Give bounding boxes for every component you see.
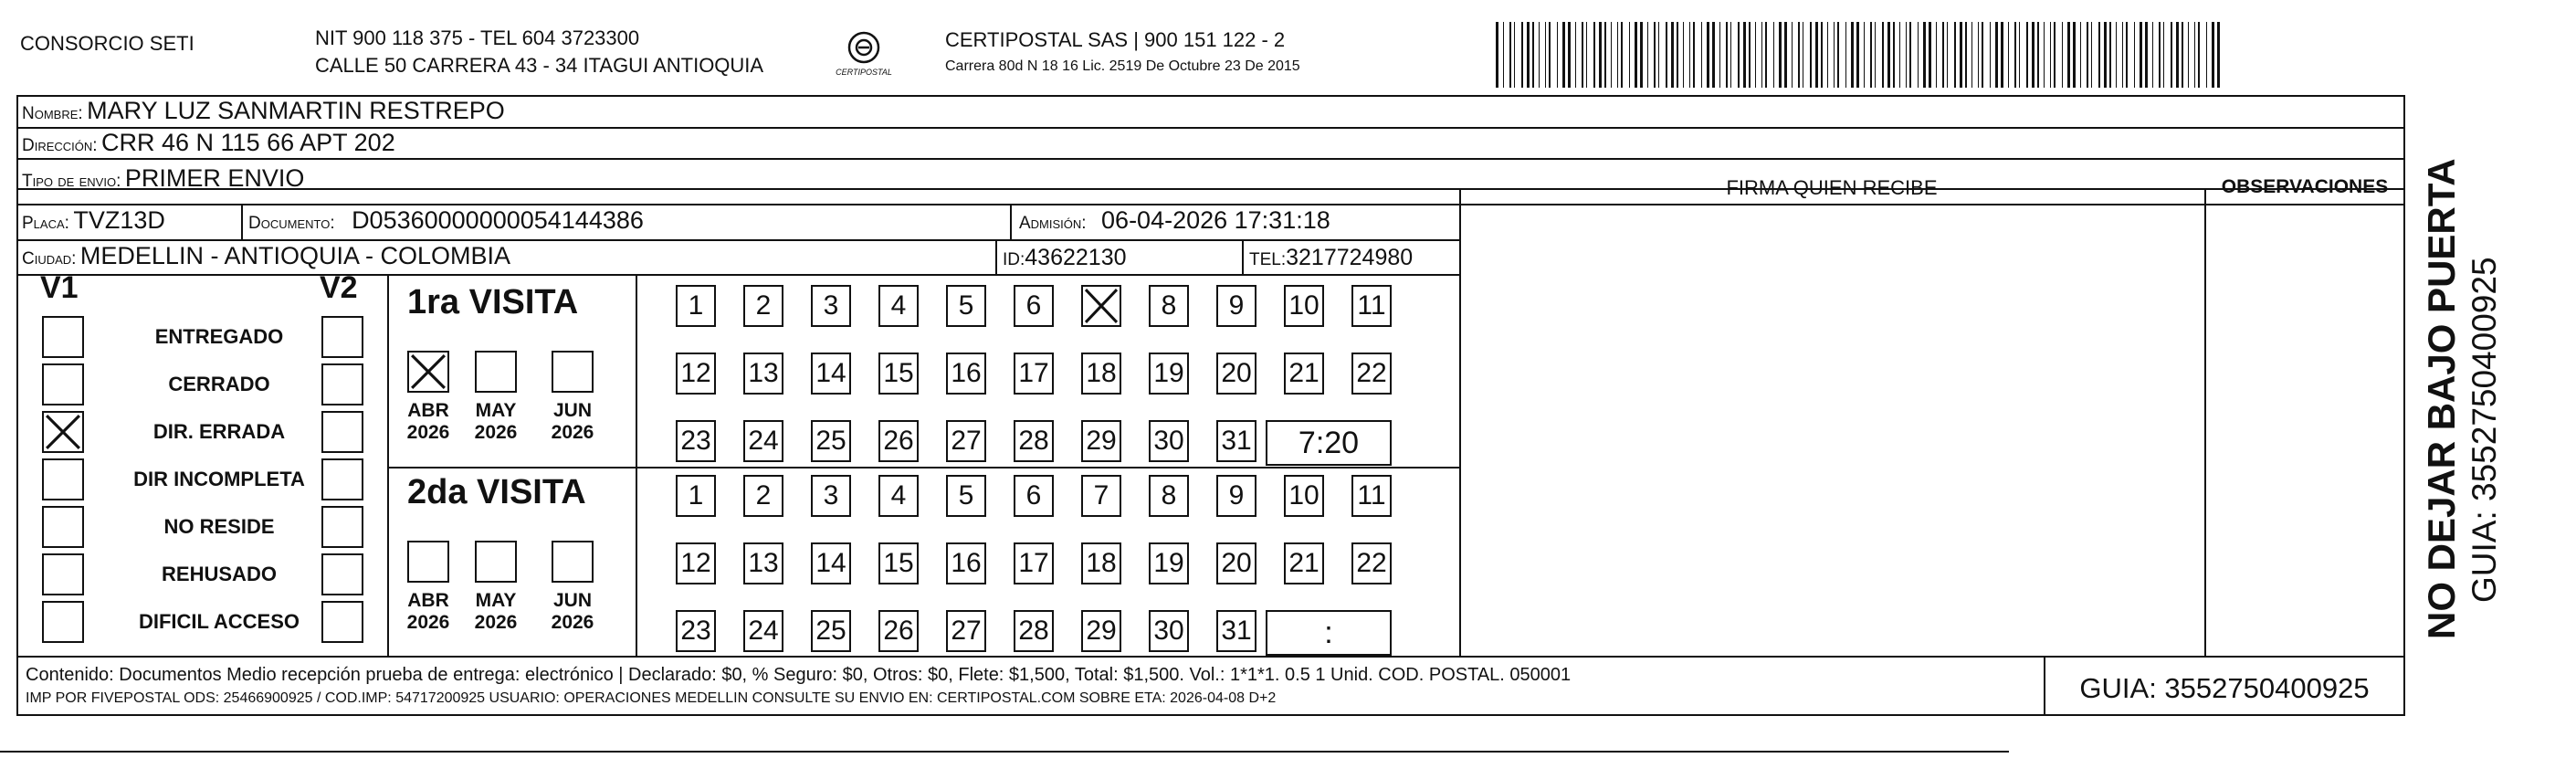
v1-checkbox[interactable] [42, 363, 84, 405]
tipo-label: Tipo de envio: [22, 172, 121, 191]
day-box[interactable]: 11 [1351, 285, 1392, 327]
v2-label: V2 [320, 270, 358, 305]
time-box[interactable]: 7:20 [1266, 420, 1392, 466]
nombre-label: Nombre: [22, 104, 83, 123]
day-box[interactable]: 11 [1351, 475, 1392, 517]
month-checkbox[interactable] [407, 351, 449, 393]
day-box[interactable]: 3 [811, 285, 851, 327]
status-label: ENTREGADO [154, 325, 284, 348]
day-box[interactable]: 23 [676, 420, 716, 462]
time-box[interactable]: : [1266, 610, 1392, 656]
firma-header: FIRMA QUIEN RECIBE [1726, 176, 1938, 199]
day-box[interactable]: 3 [811, 475, 851, 517]
day-box[interactable]: 19 [1149, 542, 1189, 584]
day-box[interactable]: 29 [1081, 420, 1121, 462]
side-guia: GUIA: 3552750400925 [2466, 257, 2503, 603]
day-box[interactable]: 21 [1284, 353, 1324, 395]
placa-label: Placa: [22, 214, 69, 233]
day-box[interactable]: 30 [1149, 420, 1189, 462]
status-label: DIR INCOMPLETA [133, 468, 305, 490]
day-box[interactable]: 18 [1081, 353, 1121, 395]
tipo-row [22, 164, 304, 193]
month-checkbox[interactable] [475, 351, 517, 393]
tipo-value: PRIMER ENVIO [124, 164, 305, 192]
admision-value: 06-04-2026 17:31:18 [1101, 206, 1330, 234]
month-checkbox[interactable] [552, 351, 594, 393]
month-label: MAY 2026 [474, 590, 518, 633]
day-box[interactable]: 14 [811, 353, 851, 395]
day-box[interactable]: 5 [946, 285, 986, 327]
day-box[interactable]: 26 [878, 420, 919, 462]
day-box[interactable]: 20 [1216, 542, 1256, 584]
nombre-row [22, 97, 505, 125]
day-box[interactable]: 25 [811, 610, 851, 652]
day-box[interactable]: 15 [878, 353, 919, 395]
first-visit-title: 1ra VISITA [407, 283, 579, 321]
status-label: NO RESIDE [163, 515, 275, 538]
day-box[interactable]: 23 [676, 610, 716, 652]
day-box[interactable]: 22 [1351, 353, 1392, 395]
day-box[interactable]: 12 [676, 542, 716, 584]
v2-checkbox[interactable] [321, 411, 363, 453]
day-box[interactable]: 13 [743, 353, 783, 395]
day-box[interactable]: 25 [811, 420, 851, 462]
day-box[interactable]: 8 [1149, 285, 1189, 327]
month-label: MAY 2026 [474, 400, 518, 443]
v2-checkbox[interactable] [321, 316, 363, 358]
day-box[interactable]: 14 [811, 542, 851, 584]
v2-checkbox[interactable] [321, 553, 363, 595]
day-box[interactable]: 4 [878, 285, 919, 327]
day-box[interactable]: 1 [676, 475, 716, 517]
day-box[interactable]: 22 [1351, 542, 1392, 584]
day-box[interactable]: 31 [1216, 610, 1256, 652]
month-checkbox[interactable] [552, 541, 594, 583]
footer-line1: Contenido: Documentos Medio recepción prueba de entrega: electrónico | Declarado: $0, % Seguro: $0, Otros: $0, Flete: $1,500, Total: $1,500. Vol.: 1*1*1. 0.5 1 Unid. COD. POSTAL. 050001 [26, 665, 1572, 685]
v1-checkbox[interactable] [42, 506, 84, 548]
day-box[interactable]: 12 [676, 353, 716, 395]
day-box[interactable]: 17 [1014, 542, 1054, 584]
no-dejar-text: NO DEJAR BAJO PUERTA [2420, 158, 2463, 639]
day-box[interactable]: 10 [1284, 285, 1324, 327]
day-box[interactable]: 31 [1216, 420, 1256, 462]
day-box[interactable]: 13 [743, 542, 783, 584]
month-label: ABR 2026 [406, 400, 450, 443]
day-box[interactable]: 27 [946, 420, 986, 462]
day-box[interactable]: 16 [946, 542, 986, 584]
status-label: DIFICIL ACCESO [138, 610, 300, 633]
month-checkbox[interactable] [475, 541, 517, 583]
license-line: Carrera 80d N 18 16 Lic. 2519 De Octubre 23 De 2015 [945, 58, 1300, 74]
v1-checkbox[interactable] [42, 553, 84, 595]
day-box[interactable]: 28 [1014, 420, 1054, 462]
day-box[interactable]: 2 [743, 475, 783, 517]
day-box[interactable]: 6 [1014, 285, 1054, 327]
v1-checkbox[interactable] [42, 411, 84, 453]
placa-value: TVZ13D [73, 206, 165, 234]
documento-cell [248, 206, 644, 235]
day-box[interactable]: 20 [1216, 353, 1256, 395]
direccion-label: Dirección: [22, 136, 98, 155]
day-box[interactable]: 21 [1284, 542, 1324, 584]
tel-cell [1249, 245, 1413, 271]
month-label: JUN 2026 [551, 400, 594, 443]
v2-checkbox[interactable] [321, 458, 363, 500]
documento-value: D05360000000054144386 [352, 206, 644, 234]
day-box[interactable]: 5 [946, 475, 986, 517]
day-box[interactable]: 7 [1081, 475, 1121, 517]
day-box[interactable]: 27 [946, 610, 986, 652]
observaciones-header: OBSERVACIONES [2221, 176, 2389, 197]
v1-checkbox[interactable] [42, 458, 84, 500]
day-box[interactable]: 10 [1284, 475, 1324, 517]
v2-checkbox[interactable] [321, 506, 363, 548]
day-box[interactable]: 2 [743, 285, 783, 327]
id-label: ID: [1003, 250, 1025, 269]
status-label: REHUSADO [162, 563, 277, 585]
v2-checkbox[interactable] [321, 601, 363, 643]
admision-cell [1019, 206, 1330, 235]
day-box[interactable]: 19 [1149, 353, 1189, 395]
day-box[interactable]: 8 [1149, 475, 1189, 517]
day-box[interactable]: 18 [1081, 542, 1121, 584]
address-line: CALLE 50 CARRERA 43 - 34 ITAGUI ANTIOQUIA [315, 54, 764, 77]
status-label: CERRADO [168, 373, 270, 395]
direccion-value: CRR 46 N 115 66 APT 202 [101, 129, 395, 156]
footer-line2: IMP POR FIVEPOSTAL ODS: 25466900925 / COD.IMP: 54717200925 USUARIO: OPERACIONES MEDELLIN CONSULTE SU ENVIO EN: CERTIPOSTAL.COM SOBRE ETA: 2026-04-08 D+2 [26, 690, 1277, 706]
admision-label: Admisión: [1019, 214, 1087, 233]
id-value: 43622130 [1025, 245, 1127, 270]
v1-checkbox[interactable] [42, 601, 84, 643]
day-box[interactable]: 30 [1149, 610, 1189, 652]
month-label: ABR 2026 [406, 590, 450, 633]
direccion-row [22, 129, 395, 157]
day-box[interactable]: 9 [1216, 285, 1256, 327]
day-box[interactable]: 9 [1216, 475, 1256, 517]
day-box[interactable]: 16 [946, 353, 986, 395]
v2-checkbox[interactable] [321, 363, 363, 405]
day-box[interactable]: 24 [743, 610, 783, 652]
day-box[interactable]: 28 [1014, 610, 1054, 652]
second-visit-title: 2da VISITA [407, 473, 586, 511]
certipostal-logo [836, 27, 892, 82]
nit-line: NIT 900 118 375 - TEL 604 3723300 [315, 26, 640, 49]
day-box[interactable]: 24 [743, 420, 783, 462]
tel-label: TEL: [1249, 250, 1287, 269]
day-box[interactable]: 29 [1081, 610, 1121, 652]
footer-guia: GUIA: 3552750400925 [2079, 672, 2370, 704]
day-box[interactable]: 15 [878, 542, 919, 584]
tel-value: 3217724980 [1286, 245, 1414, 270]
ciudad-value: MEDELLIN - ANTIOQUIA - COLOMBIA [79, 242, 510, 269]
day-box[interactable]: 6 [1014, 475, 1054, 517]
logo-text: CERTIPOSTAL [836, 68, 892, 77]
month-label: JUN 2026 [551, 590, 594, 633]
day-box[interactable]: 17 [1014, 353, 1054, 395]
placa-cell [22, 206, 165, 235]
day-box[interactable]: 26 [878, 610, 919, 652]
day-box[interactable]: 4 [878, 475, 919, 517]
status-label: DIR. ERRADA [152, 420, 286, 443]
courier-line: CERTIPOSTAL SAS | 900 151 122 - 2 [945, 28, 1286, 51]
v1-label: V1 [40, 270, 79, 305]
id-cell [1003, 245, 1127, 271]
ciudad-cell [22, 242, 510, 270]
nombre-value: MARY LUZ SANMARTIN RESTREPO [87, 97, 505, 124]
v1-checkbox[interactable] [42, 316, 84, 358]
ciudad-label: Ciudad: [22, 249, 77, 268]
company-name: CONSORCIO SETI [20, 32, 195, 55]
day-box[interactable]: 1 [676, 285, 716, 327]
month-checkbox[interactable] [407, 541, 449, 583]
barcode [1496, 22, 2226, 88]
documento-label: Documento: [248, 214, 335, 233]
day-box[interactable] [1081, 285, 1121, 327]
